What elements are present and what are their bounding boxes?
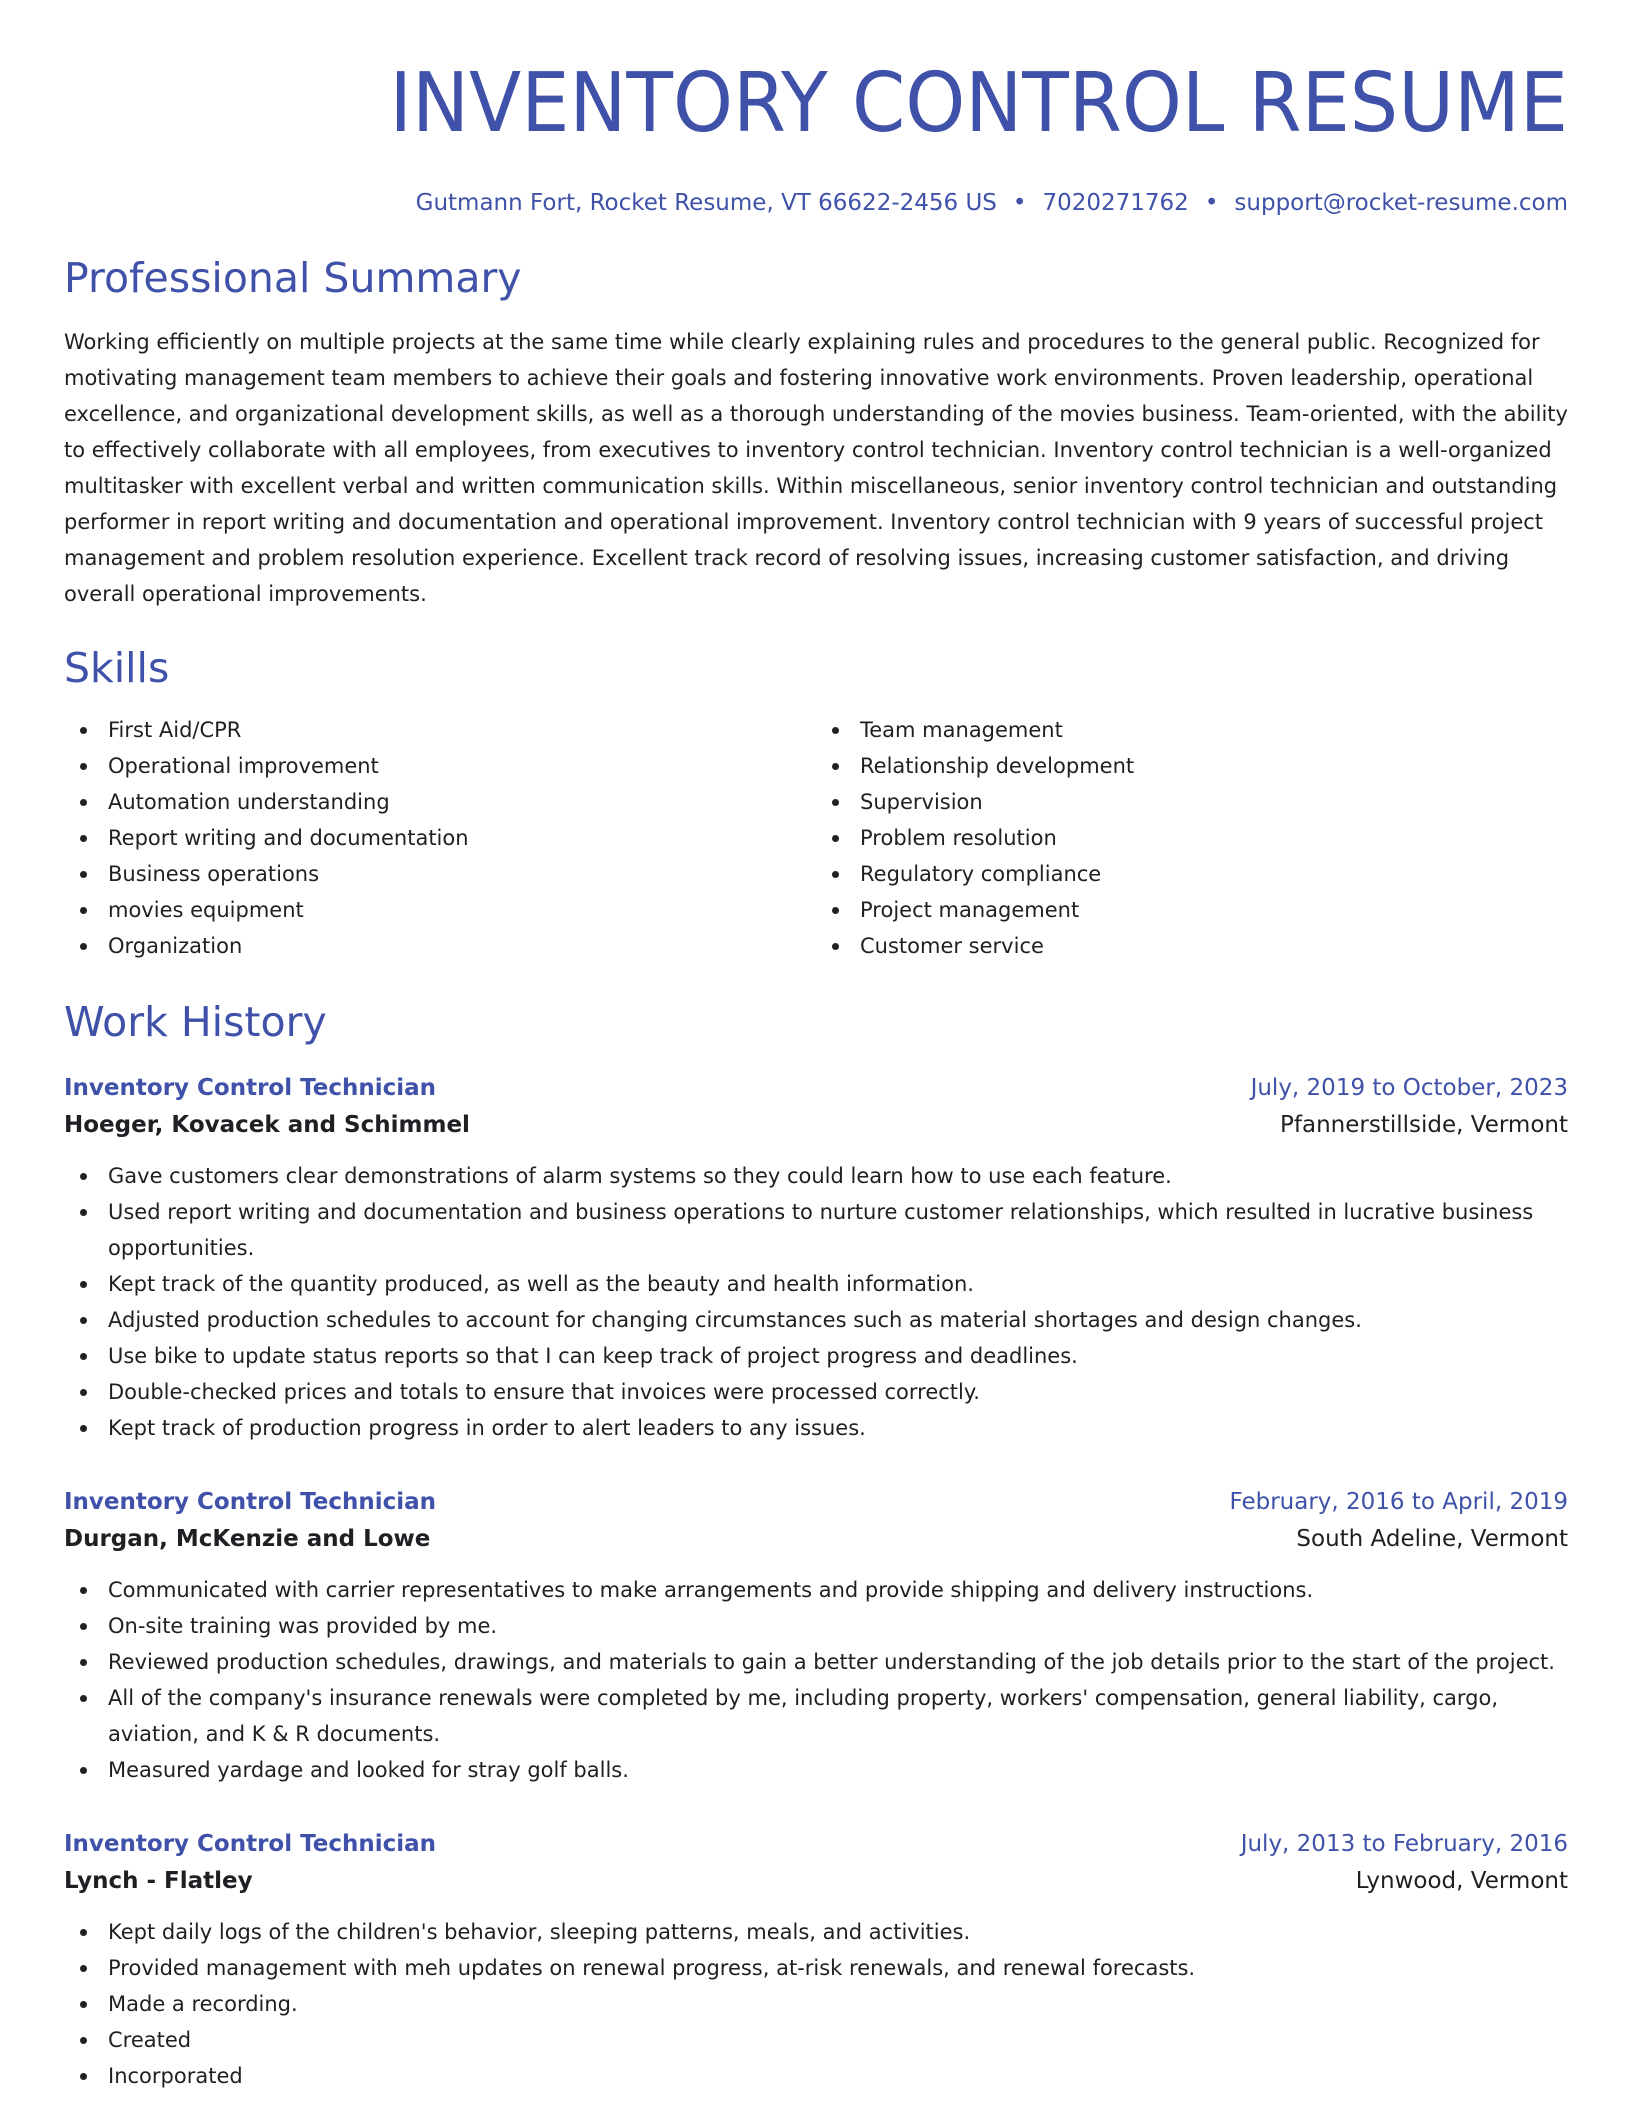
contact-email[interactable]: support@rocket-resume.com: [1234, 190, 1568, 216]
job-title: Inventory Control Technician: [64, 1831, 437, 1857]
skill-item: Customer service: [860, 928, 1568, 964]
job-title: Inventory Control Technician: [64, 1075, 437, 1101]
summary-heading: Professional Summary: [64, 254, 522, 302]
duty-item: Kept track of the quantity produced, as well as the beauty and health information.: [108, 1266, 1568, 1302]
duty-item: On-site training was provided by me.: [108, 1608, 1568, 1644]
job-header-row: [64, 1484, 1568, 1520]
skills-heading: Skills: [64, 644, 170, 692]
job-entry: [64, 1484, 1568, 1788]
job-entry: [64, 1070, 1568, 1446]
job-company: Lynch - Flatley: [64, 1868, 253, 1894]
duty-item: Kept track of production progress in order to alert leaders to any issues.: [108, 1410, 1568, 1446]
job-company-row: [64, 1520, 1568, 1558]
job-location: South Adeline, Vermont: [1296, 1526, 1568, 1552]
job-header-row: [64, 1070, 1568, 1106]
summary-text: Working efficiently on multiple projects at the same time while clearly explaining rules and procedures to the general public. Recognized for motivating management team members to achieve their goals and fostering innovative work environments. Proven leadership, operational excellence, and organizational development skills, as well as a thorough understanding of the movies business. Team-oriented, with the ability to effectively collaborate with all employees, from executives to inventory control technician. Inventory control technician is a well-organized multitasker with excellent verbal and written communication skills. Within miscellaneous, senior inventory control technician and outstanding performer in report writing and documentation and operational improvement. Inventory control technician with 9 years of successful project management and problem resolution experience. Excellent track record of resolving issues, increasing customer satisfaction, and driving overall operational improvements.: [64, 330, 1568, 606]
duty-item: Double-checked prices and totals to ensure that invoices were processed correctly.: [108, 1374, 1568, 1410]
skills-grid: [64, 712, 1568, 964]
job-company: Hoeger, Kovacek and Schimmel: [64, 1112, 470, 1138]
contact-separator: •: [1012, 190, 1027, 216]
duty-item: Use bike to update status reports so that I can keep track of project progress and deadlines.: [108, 1338, 1568, 1374]
duty-item: Reviewed production schedules, drawings, and materials to gain a better understanding of the job details prior to the start of the project.: [108, 1644, 1568, 1680]
duty-item: Gave customers clear demonstrations of alarm systems so they could learn how to use each feature.: [108, 1158, 1568, 1194]
job-duties-list: [64, 1572, 1568, 1788]
skill-item: Operational improvement: [108, 748, 816, 784]
skill-item: Automation understanding: [108, 784, 816, 820]
job-location: Pfannerstillside, Vermont: [1280, 1112, 1568, 1138]
job-duties-list: [64, 1914, 1568, 2094]
job-company: Durgan, McKenzie and Lowe: [64, 1526, 431, 1552]
job-title: Inventory Control Technician: [64, 1489, 437, 1515]
duty-item: Used report writing and documentation and business operations to nurture customer relationships, which resulted in lucrative business opportunities.: [108, 1194, 1568, 1266]
contact-phone: 7020271762: [1042, 190, 1189, 216]
duty-item: Kept daily logs of the children's behavior, sleeping patterns, meals, and activities.: [108, 1914, 1568, 1950]
job-company-row: [64, 1106, 1568, 1144]
skill-item: Regulatory compliance: [860, 856, 1568, 892]
contact-separator: •: [1204, 190, 1219, 216]
skill-item: Relationship development: [860, 748, 1568, 784]
skill-item: Problem resolution: [860, 820, 1568, 856]
job-location: Lynwood, Vermont: [1355, 1868, 1568, 1894]
duty-item: Adjusted production schedules to account for changing circumstances such as material shortages and design changes.: [108, 1302, 1568, 1338]
job-dates: July, 2019 to October, 2023: [1250, 1075, 1568, 1101]
duty-item: All of the company's insurance renewals were completed by me, including property, workers' compensation, general liability, cargo, aviation, and K & R documents.: [108, 1680, 1568, 1752]
job-company-row: [64, 1862, 1568, 1900]
duty-item: Made a recording.: [108, 1986, 1568, 2022]
skill-item: Business operations: [108, 856, 816, 892]
skills-list-left: [64, 712, 816, 964]
duty-item: Communicated with carrier representatives to make arrangements and provide shipping and delivery instructions.: [108, 1572, 1568, 1608]
resume-title: INVENTORY CONTROL RESUME: [389, 56, 1569, 151]
skill-item: Organization: [108, 928, 816, 964]
contact-line: [64, 188, 1568, 218]
job-duties-list: [64, 1158, 1568, 1446]
skill-item: Supervision: [860, 784, 1568, 820]
skill-item: Team management: [860, 712, 1568, 748]
job-header-row: [64, 1826, 1568, 1862]
contact-address: Gutmann Fort, Rocket Resume, VT 66622-2456 US: [415, 190, 997, 216]
skill-item: movies equipment: [108, 892, 816, 928]
duty-item: Created: [108, 2022, 1568, 2058]
job-dates: July, 2013 to February, 2016: [1240, 1831, 1568, 1857]
skill-item: Report writing and documentation: [108, 820, 816, 856]
job-dates: February, 2016 to April, 2019: [1229, 1489, 1568, 1515]
duty-item: Measured yardage and looked for stray golf balls.: [108, 1752, 1568, 1788]
skill-item: First Aid/CPR: [108, 712, 816, 748]
work-history-heading: Work History: [64, 998, 327, 1046]
duty-item: Incorporated: [108, 2058, 1568, 2094]
skill-item: Project management: [860, 892, 1568, 928]
duty-item: Provided management with meh updates on renewal progress, at-risk renewals, and renewal forecasts.: [108, 1950, 1568, 1986]
skills-list-right: [816, 712, 1568, 964]
job-entry: [64, 1826, 1568, 2094]
